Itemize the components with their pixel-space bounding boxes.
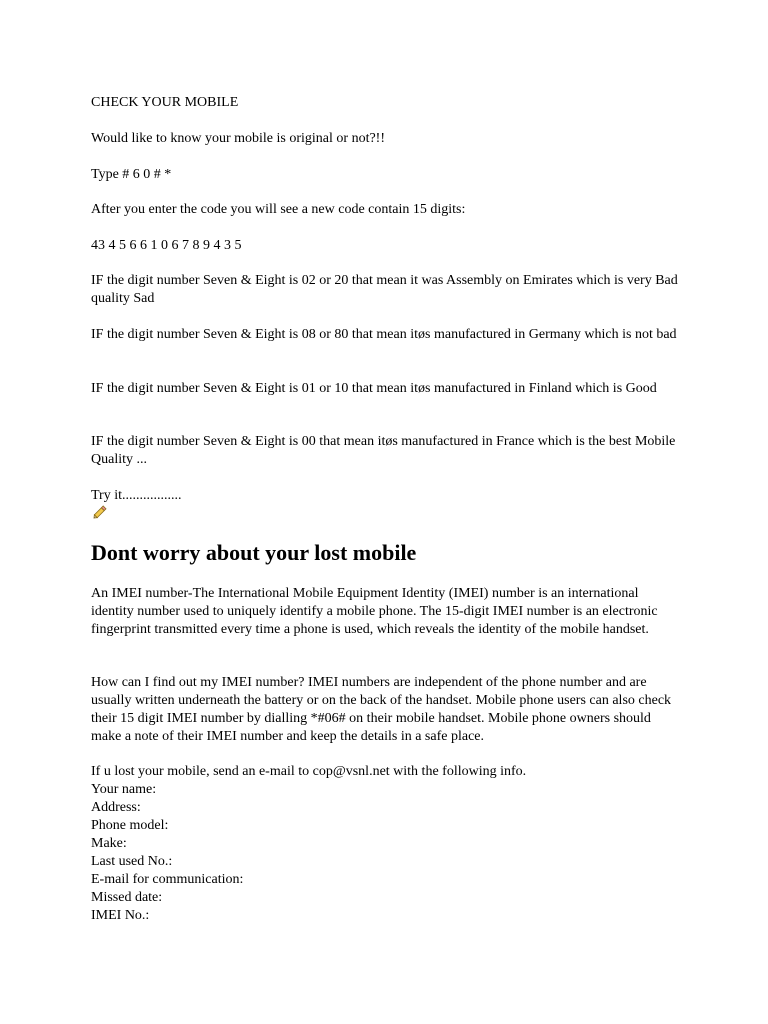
pencil-icon xyxy=(91,503,109,521)
imei-definition-paragraph: An IMEI number-The International Mobile Equipment Identity (IMEI) number is an international identity number used to uniquely identify a mobile phone. The 15-digit IMEI number is an electronic fingerprint transmitted every time a phone is used, which reveals the identity of the mobile handset. xyxy=(91,586,658,637)
after-enter-text: After you enter the code you will see a new code contain 15 digits: xyxy=(91,202,466,217)
type-code-text: Type # 6 0 # * xyxy=(91,167,172,182)
form-field-make: Make: xyxy=(91,836,127,851)
lost-intro-text: If u lost your mobile, send an e-mail to cop@vsnl.net with the following info. xyxy=(91,764,527,779)
lost-mobile-heading: Dont worry about your lost mobile xyxy=(91,540,417,565)
form-field-address: Address: xyxy=(91,800,141,815)
intro-text: Would like to know your mobile is original or not?!! xyxy=(91,131,385,146)
rule-01-paragraph: IF the digit number Seven & Eight is 01 or 10 that mean itøs manufactured in Finland which is Good xyxy=(91,381,657,396)
form-field-your-name: Your name: xyxy=(91,782,157,797)
lost-mobile-form-info xyxy=(91,763,681,925)
rule-08-paragraph: IF the digit number Seven & Eight is 08 or 80 that mean itøs manufactured in Germany which is not bad xyxy=(91,327,677,342)
form-field-phone-model: Phone model: xyxy=(91,818,169,833)
rule-02-paragraph: IF the digit number Seven & Eight is 02 or 20 that mean it was Assembly on Emirates which is very Bad quality Sad xyxy=(91,273,678,306)
try-it-text: Try it................. xyxy=(91,488,182,503)
section-title: CHECK YOUR MOBILE xyxy=(91,95,239,110)
form-field-email: E-mail for communication: xyxy=(91,872,244,887)
find-imei-paragraph: How can I find out my IMEI number? IMEI numbers are independent of the phone number and are usually written underneath the battery or on the back of the handset. Mobile phone users can also check their 15 digit IMEI number by dialling *#06# on their mobile handset. Mobile phone owners should make a note of their IMEI number and keep the details in a safe place. xyxy=(91,675,672,744)
rule-00-paragraph: IF the digit number Seven & Eight is 00 that mean itøs manufactured in France which is the best Mobile Quality ... xyxy=(91,434,676,467)
form-field-imei-no: IMEI No.: xyxy=(91,908,150,923)
form-field-missed-date: Missed date: xyxy=(91,890,163,905)
digits-text: 43 4 5 6 6 1 0 6 7 8 9 4 3 5 xyxy=(91,238,242,253)
form-field-last-used-no: Last used No.: xyxy=(91,854,173,869)
